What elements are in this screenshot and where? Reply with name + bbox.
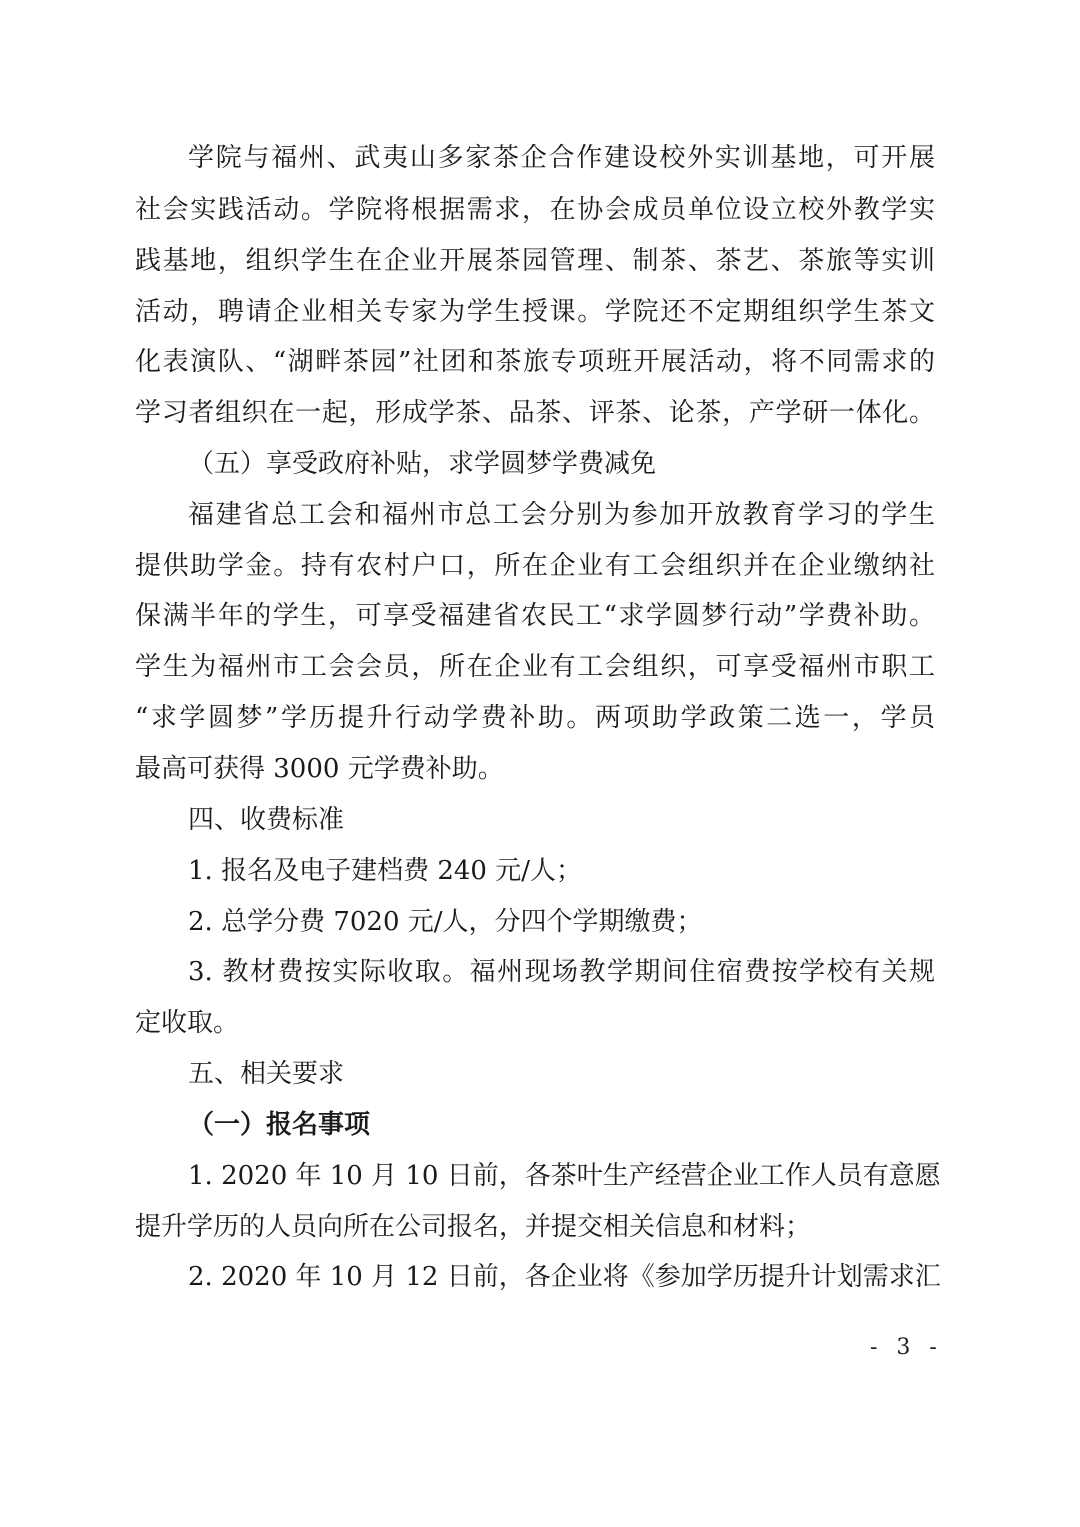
paragraph-line: 活动，聘请企业相关专家为学生授课。学院还不定期组织学生茶文 xyxy=(135,297,935,327)
list-item: 提升学历的人员向所在公司报名，并提交相关信息和材料； xyxy=(135,1212,812,1242)
section-heading: （五）享受政府补贴，求学圆梦学费减免 xyxy=(188,449,657,479)
paragraph-line: 学生为福州市工会会员，所在企业有工会组织，可享受福州市职工 xyxy=(135,652,935,682)
paragraph-line: 提供助学金。持有农村户口，所在企业有工会组织并在企业缴纳社 xyxy=(135,551,935,581)
list-item: 定收取。 xyxy=(135,1008,240,1038)
subsection-heading: （一）报名事项 xyxy=(188,1110,371,1140)
list-item: 1. 2020 年 10 月 10 日前，各茶叶生产经营企业工作人员有意愿 xyxy=(188,1161,941,1191)
paragraph-line: 践基地，组织学生在企业开展茶园管理、制茶、茶艺、茶旅等实训 xyxy=(135,246,935,276)
list-item: 1. 报名及电子建档费 240 元/人； xyxy=(188,856,582,886)
paragraph-line: 社会实践活动。学院将根据需求，在协会成员单位设立校外教学实 xyxy=(135,195,935,225)
paragraph-line: 福建省总工会和福州市总工会分别为参加开放教育学习的学生 xyxy=(188,500,935,530)
list-item: 3. 教材费按实际收取。福州现场教学期间住宿费按学校有关规 xyxy=(188,957,935,987)
list-item: 2. 2020 年 10 月 12 日前，各企业将《参加学历提升计划需求汇 xyxy=(188,1262,941,1292)
paragraph-line: “求学圆梦”学历提升行动学费补助。两项助学政策二选一，学员 xyxy=(135,703,935,733)
paragraph-line: 学院与福州、武夷山多家茶企合作建设校外实训基地，可开展 xyxy=(188,143,935,173)
paragraph-line: 化表演队、“湖畔茶园”社团和茶旅专项班开展活动，将不同需求的 xyxy=(135,347,935,377)
paragraph-line: 保满半年的学生，可享受福建省农民工“求学圆梦行动”学费补助。 xyxy=(135,601,935,631)
section-heading: 四、收费标准 xyxy=(188,805,345,835)
list-item: 2. 总学分费 7020 元/人，分四个学期缴费； xyxy=(188,907,703,937)
page-number: - 3 - xyxy=(870,1335,943,1360)
paragraph-line: 最高可获得 3000 元学费补助。 xyxy=(135,754,504,784)
section-heading: 五、相关要求 xyxy=(188,1059,345,1089)
paragraph-line: 学习者组织在一起，形成学茶、品茶、评茶、论茶，产学研一体化。 xyxy=(135,398,935,428)
